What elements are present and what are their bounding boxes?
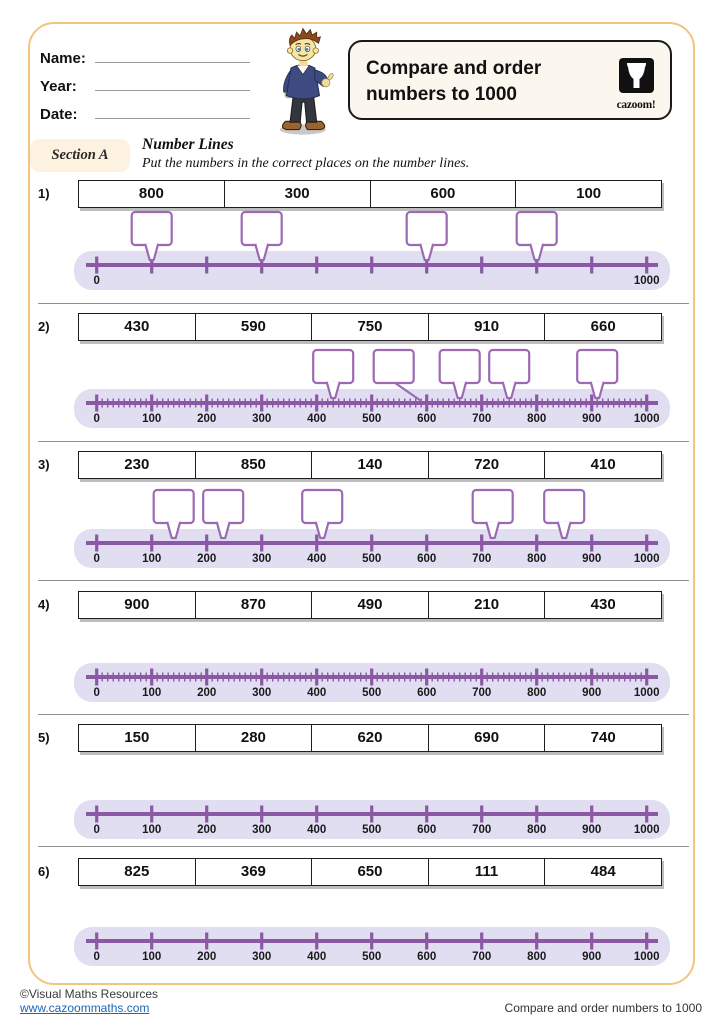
number-cell: 300: [224, 181, 370, 207]
tick-label: 500: [362, 951, 382, 963]
cazoom-logo: [612, 58, 660, 111]
tick-label: 200: [197, 687, 217, 699]
tick-label: 600: [417, 687, 437, 699]
tick-label: 300: [252, 687, 272, 699]
section-badge: Section A: [30, 139, 130, 172]
tick-label: 800: [527, 413, 547, 425]
tick-label: 0: [93, 824, 100, 836]
tick-label: 800: [527, 824, 547, 836]
boy-character-illustration: [256, 24, 348, 136]
answer-callout-box[interactable]: [313, 350, 353, 383]
answer-callout-box[interactable]: [473, 490, 513, 523]
numbers-row: [78, 591, 662, 619]
number-cell: 210: [428, 592, 545, 618]
website-link[interactable]: www.cazoommaths.com: [20, 1001, 150, 1015]
number-cell: 230: [124, 456, 150, 473]
tick-label: 1000: [633, 413, 660, 425]
tick-label: 1000: [633, 687, 660, 699]
number-line: [72, 205, 672, 297]
tick-label: 900: [582, 687, 602, 699]
tick-label: 300: [252, 413, 272, 425]
tick-label: 600: [417, 413, 437, 425]
tick-label: 100: [142, 824, 162, 836]
tick-label: 100: [142, 553, 162, 565]
tick-label: 200: [197, 413, 217, 425]
number-line: [72, 617, 672, 709]
answer-callout-box[interactable]: [577, 350, 617, 383]
tick-label: 900: [582, 951, 602, 963]
problem-number: 4): [38, 597, 50, 612]
tick-label: 400: [307, 553, 327, 565]
number-cell: 720: [428, 452, 545, 478]
footer-doc-title: Compare and order numbers to 1000: [504, 1001, 702, 1015]
cazoom-drum-icon: [619, 58, 654, 93]
number-cell: 650: [311, 859, 428, 885]
tick-label: 300: [252, 824, 272, 836]
tick-label: 400: [307, 687, 327, 699]
number-cell: 740: [544, 725, 661, 751]
problem-number: 3): [38, 457, 50, 472]
number-cell: 800: [138, 185, 164, 202]
tick-label: 600: [417, 553, 437, 565]
section-instruction: Put the numbers in the correct places on the number lines.: [142, 156, 470, 171]
number-cell: 660: [544, 314, 661, 340]
number-cell: 410: [544, 452, 661, 478]
separator-line: [38, 580, 689, 581]
answer-callout-box[interactable]: [302, 490, 342, 523]
answer-callout-box[interactable]: [242, 212, 282, 245]
tick-label: 400: [307, 951, 327, 963]
number-cell: 490: [311, 592, 428, 618]
number-cell: 690: [428, 725, 545, 751]
number-cell: 620: [311, 725, 428, 751]
name-label: Name:: [40, 50, 86, 67]
number-cell: 140: [311, 452, 428, 478]
tick-label: 0: [93, 687, 100, 699]
number-cell: 870: [195, 592, 312, 618]
date-label: Date:: [40, 106, 78, 123]
tick-label: 700: [472, 687, 492, 699]
copyright-text: ©Visual Maths Resources: [20, 987, 159, 1001]
number-line: [72, 881, 672, 973]
separator-line: [38, 303, 689, 304]
tick-label: 700: [472, 824, 492, 836]
answer-callout-box[interactable]: [374, 350, 414, 383]
number-cell: 900: [124, 596, 150, 613]
number-cell: 825: [124, 863, 150, 880]
problem-number: 5): [38, 730, 50, 745]
tick-label: 800: [527, 951, 547, 963]
year-field-line[interactable]: [95, 90, 250, 91]
answer-callout-box[interactable]: [132, 212, 172, 245]
tick-label: 600: [417, 824, 437, 836]
cazoom-logo-text: cazoom!: [616, 99, 656, 111]
year-label: Year:: [40, 78, 77, 95]
tick-label: 800: [527, 553, 547, 565]
tick-label: 100: [142, 687, 162, 699]
tick-label: 900: [582, 413, 602, 425]
tick-label: 0: [93, 413, 100, 425]
tick-label: 400: [307, 824, 327, 836]
answer-callout-box[interactable]: [203, 490, 243, 523]
tick-label: 0: [93, 275, 100, 287]
number-cell: 600: [370, 181, 516, 207]
tick-label: 200: [197, 824, 217, 836]
worksheet-title: Compare and order numbers to 1000: [366, 58, 542, 105]
tick-label: 200: [197, 951, 217, 963]
date-field-line[interactable]: [95, 118, 250, 119]
number-cell: 430: [124, 318, 150, 335]
number-line: [72, 483, 672, 575]
name-field-line[interactable]: [95, 62, 250, 63]
section-heading: Number Lines: [142, 136, 234, 153]
numbers-row: [78, 180, 662, 208]
tick-label: 500: [362, 824, 382, 836]
tick-label: 700: [472, 413, 492, 425]
tick-label: 700: [472, 951, 492, 963]
tick-label: 600: [417, 951, 437, 963]
number-cell: 111: [428, 859, 545, 885]
tick-label: 1000: [633, 275, 660, 287]
number-line: [72, 343, 672, 435]
tick-label: 0: [93, 553, 100, 565]
numbers-row: [78, 451, 662, 479]
number-cell: 850: [195, 452, 312, 478]
number-line: [72, 754, 672, 846]
answer-callout-box[interactable]: [544, 490, 584, 523]
tick-label: 100: [142, 951, 162, 963]
number-cell: 750: [311, 314, 428, 340]
tick-label: 700: [472, 553, 492, 565]
tick-label: 500: [362, 413, 382, 425]
tick-label: 1000: [633, 951, 660, 963]
answer-callout-box[interactable]: [489, 350, 529, 383]
problem-number: 2): [38, 319, 50, 334]
number-cell: 150: [124, 729, 150, 746]
answer-callout-box[interactable]: [517, 212, 557, 245]
tick-label: 1000: [633, 553, 660, 565]
tick-label: 300: [252, 553, 272, 565]
answer-callout-box[interactable]: [154, 490, 194, 523]
numbers-row: [78, 724, 662, 752]
problem-number: 6): [38, 864, 50, 879]
answer-callout-box[interactable]: [440, 350, 480, 383]
number-cell: 910: [428, 314, 545, 340]
tick-label: 400: [307, 413, 327, 425]
number-cell: 280: [195, 725, 312, 751]
numbers-row: [78, 313, 662, 341]
answer-callout-box[interactable]: [407, 212, 447, 245]
number-cell: 430: [544, 592, 661, 618]
number-cell: 484: [544, 859, 661, 885]
tick-label: 1000: [633, 824, 660, 836]
number-cell: 590: [195, 314, 312, 340]
tick-label: 500: [362, 553, 382, 565]
tick-label: 200: [197, 553, 217, 565]
tick-label: 300: [252, 951, 272, 963]
separator-line: [38, 714, 689, 715]
separator-line: [38, 441, 689, 442]
tick-label: 900: [582, 553, 602, 565]
separator-line: [38, 846, 689, 847]
number-cell: 369: [195, 859, 312, 885]
number-cell: 100: [515, 181, 661, 207]
worksheet-title-box: [348, 40, 672, 120]
tick-label: 500: [362, 687, 382, 699]
tick-label: 100: [142, 413, 162, 425]
tick-label: 900: [582, 824, 602, 836]
problem-number: 1): [38, 186, 50, 201]
tick-label: 800: [527, 687, 547, 699]
tick-label: 0: [93, 951, 100, 963]
